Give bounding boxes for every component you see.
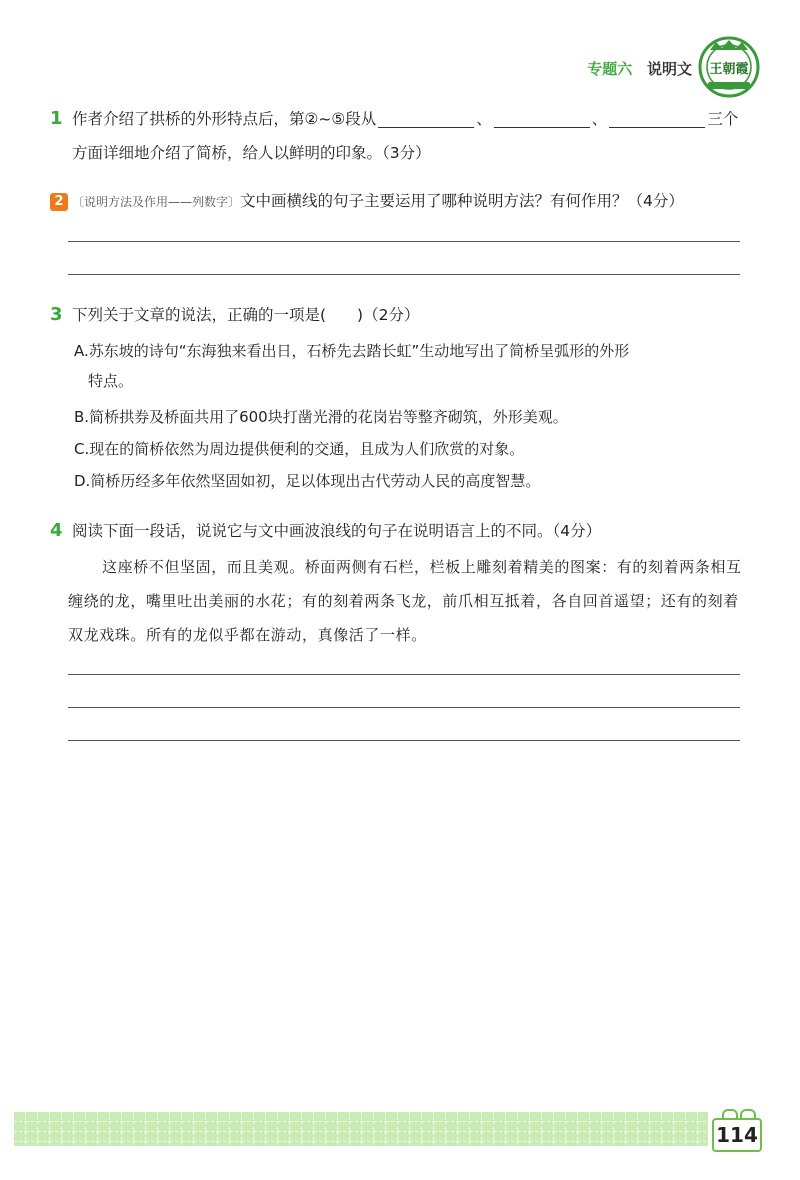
option-label: B. [74, 408, 90, 426]
option-text: 苏东坡的诗句“东海独来看出日，石桥先去踏长虹”生动地写出了简桥呈弧形的外形 [88, 342, 630, 360]
option-b[interactable] [74, 402, 754, 432]
option-text-cont: 特点。 [88, 372, 134, 390]
option-text: 现在的简桥依然为周边提供便利的交通，且成为人们欣赏的对象。 [89, 440, 525, 458]
logo-text: 王朝霞 [709, 62, 749, 77]
publisher-logo [698, 36, 760, 98]
topic-label: 专题六 [587, 60, 633, 78]
option-text: 简桥拱券及桥面共用了600块打凿光滑的花岗岩等整齐砌筑，外形美观。 [89, 408, 568, 426]
question-text: 文中画横线的句子主要运用了哪种说明方法？有何作用？（4分） [240, 192, 684, 210]
footer-band [14, 1112, 708, 1146]
question-number-badge: 2 [50, 193, 68, 211]
separator: 、 [476, 110, 492, 128]
answer-blank-1[interactable] [378, 111, 474, 128]
question-3 [50, 298, 750, 332]
answer-line[interactable] [68, 707, 740, 708]
question-4 [50, 514, 750, 548]
question-number: 3 [50, 304, 63, 325]
question-text-tail: 三个 [707, 110, 739, 128]
option-label: A. [74, 342, 89, 360]
answer-line[interactable] [68, 274, 740, 275]
question-number: 4 [50, 520, 63, 541]
answer-blank-2[interactable] [494, 111, 590, 128]
option-text: 简桥历经多年依然坚固如初，足以体现出古代劳动人民的高度智慧。 [90, 472, 541, 490]
option-d[interactable] [74, 466, 754, 496]
question-number: 1 [50, 108, 63, 129]
question-text: 作者介绍了拱桥的外形特点后，第②~⑤段从 [72, 110, 377, 128]
option-label: D. [74, 472, 91, 490]
answer-line[interactable] [68, 241, 740, 242]
question-text-line2: 方面详细地介绍了简桥，给人以鲜明的印象。（3分） [72, 144, 431, 162]
skill-tag: 〔说明方法及作用——列数字〕 [72, 195, 241, 209]
question-2 [50, 184, 750, 219]
option-label: C. [74, 440, 90, 458]
question-text: 阅读下面一段话，说说它与文中画波浪线的句子在说明语言上的不同。（4分） [72, 522, 602, 540]
option-a[interactable] [74, 336, 754, 396]
answer-line[interactable] [68, 674, 740, 675]
genre-label: 说明文 [646, 60, 692, 78]
question-text: 下列关于文章的说法，正确的一项是( )（2分） [72, 306, 420, 324]
answer-blank-3[interactable] [609, 111, 705, 128]
option-c[interactable] [74, 434, 754, 464]
question-1 [50, 102, 750, 170]
separator: 、 [591, 110, 608, 128]
running-header [587, 58, 692, 79]
reading-passage: 这座桥不但坚固，而且美观。桥面两侧有石栏，栏板上雕刻着精美的图案：有的刻着两条相互缠绕的龙，嘴里吐出美丽的水花；有的刻着两条飞龙，前爪相互抵着，各自回首遥望；还有的刻着双龙戏珠。所有的龙似乎都在游动，真像活了一样。 [68, 558, 742, 644]
page-number: 114 [712, 1118, 762, 1152]
answer-line[interactable] [68, 740, 740, 741]
